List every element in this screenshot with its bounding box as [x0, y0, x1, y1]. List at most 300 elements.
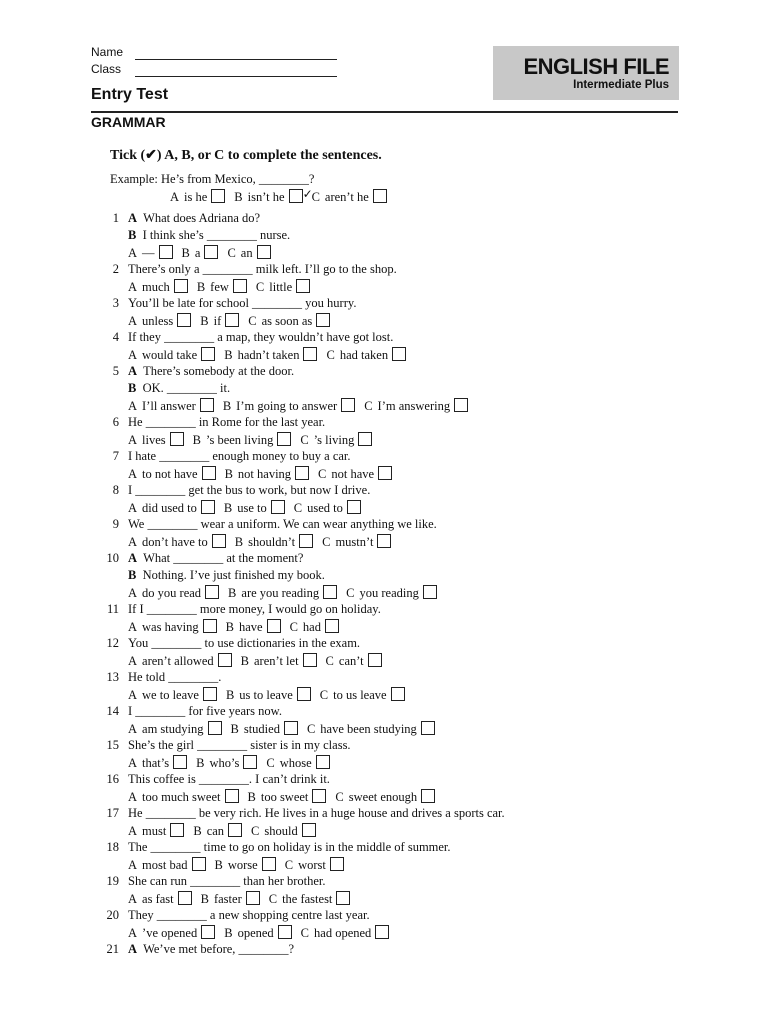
question-text: [128, 330, 393, 345]
option-letter: A: [128, 586, 138, 600]
sentence-text: You ________ to use dictionaries in the exam.: [128, 636, 361, 650]
option-text: whose: [279, 756, 312, 770]
option-text: most bad: [142, 858, 188, 872]
option-a: [128, 585, 219, 601]
option-text: too sweet: [260, 790, 309, 804]
option-b: [215, 857, 276, 873]
option-text: you reading: [359, 586, 419, 600]
speaker-label: B: [128, 381, 137, 395]
sentence-text: I think she’s ________ nurse.: [142, 228, 291, 242]
option-a: [128, 857, 206, 873]
speaker-label: A: [128, 211, 138, 225]
question-number: 5: [112, 364, 119, 378]
answer-checkbox[interactable]: [284, 721, 298, 735]
option-b: [226, 687, 311, 703]
sentence-text: They ________ a new shopping centre last year.: [128, 908, 370, 922]
question-text: [128, 551, 303, 566]
option-text: an: [240, 246, 253, 260]
option-c: [312, 189, 387, 205]
sentence-text: She’s the girl ________ sister is in my class.: [128, 738, 351, 752]
answer-checkbox[interactable]: [377, 534, 391, 548]
option-letter: A: [128, 501, 138, 515]
option-text: mustn’t: [335, 535, 374, 549]
question-text: [128, 211, 260, 226]
option-letter: A: [128, 722, 138, 736]
option-letter: B: [196, 756, 205, 770]
question-number: 16: [106, 772, 119, 786]
answer-checkbox[interactable]: [159, 245, 173, 259]
question-text: [128, 228, 290, 243]
speaker-label: B: [128, 568, 137, 582]
option-b: [182, 245, 219, 261]
answer-checkbox[interactable]: [243, 755, 257, 769]
option-text: unless: [142, 314, 174, 328]
question-number: 6: [112, 415, 119, 429]
sentence-text: There’s somebody at the door.: [143, 364, 295, 378]
option-text: have been studying: [320, 722, 417, 736]
option-letter: B: [224, 348, 233, 362]
option-letter: B: [234, 535, 244, 549]
option-b: [193, 823, 242, 839]
question-text: [128, 364, 294, 379]
option-text: had taken: [339, 348, 389, 362]
logo-title: ENGLISH FILE: [523, 54, 669, 79]
question-text: [128, 772, 330, 787]
sentence-text: If they ________ a map, they wouldn’t have got lost.: [128, 330, 394, 344]
question-number: 20: [106, 908, 119, 922]
option-c: [320, 687, 405, 703]
answer-checkbox[interactable]: [267, 619, 281, 633]
option-text: have: [238, 620, 263, 634]
answer-checkbox[interactable]: [302, 823, 316, 837]
option-letter: A: [128, 246, 138, 260]
option-text: can’t: [338, 654, 364, 668]
option-c: [301, 925, 390, 941]
option-text: opened: [237, 926, 274, 940]
question-text: [128, 568, 325, 583]
answer-checkbox[interactable]: [454, 398, 468, 412]
option-letter: C: [284, 858, 294, 872]
option-letter: C: [311, 190, 320, 204]
option-text: that’s: [142, 756, 170, 770]
option-a: [128, 534, 226, 550]
option-letter: A: [128, 535, 138, 549]
sentence-text: You’ll be late for school ________ you hurry.: [128, 296, 357, 310]
answer-checkbox[interactable]: [296, 279, 310, 293]
option-letter: C: [300, 433, 309, 447]
option-text: aren’t let: [254, 654, 299, 668]
option-c: [290, 619, 339, 635]
option-a: [128, 500, 215, 516]
answer-checkbox[interactable]: [375, 925, 389, 939]
answer-checkbox[interactable]: [225, 313, 239, 327]
option-letter: B: [214, 858, 223, 872]
option-b: [234, 187, 313, 205]
question-number: 18: [106, 840, 119, 854]
answer-checkbox[interactable]: [312, 789, 326, 803]
option-b: [231, 721, 298, 737]
answer-checkbox[interactable]: [225, 789, 239, 803]
answer-options: [128, 925, 398, 941]
option-text: used to: [307, 501, 343, 515]
option-text: who’s: [209, 756, 240, 770]
answer-checkbox[interactable]: [316, 755, 330, 769]
question-text: [128, 296, 356, 311]
question-text: [128, 262, 397, 277]
option-letter: C: [326, 348, 335, 362]
answer-checkbox[interactable]: [257, 245, 271, 259]
answer-checkbox[interactable]: [211, 189, 225, 203]
option-a: [128, 925, 215, 941]
logo-subtitle: Intermediate Plus: [573, 79, 669, 91]
sentence-text: The ________ time to go on holiday is in the middle of summer.: [128, 840, 451, 854]
sentence-text: He ________ in Rome for the last year.: [128, 415, 326, 429]
option-letter: B: [228, 586, 237, 600]
answer-checkbox[interactable]: [204, 245, 218, 259]
sentence-text: This coffee is ________. I can’t drink it.: [128, 772, 330, 786]
option-letter: A: [128, 824, 138, 838]
answer-checkbox[interactable]: [421, 789, 435, 803]
question-number: 15: [106, 738, 119, 752]
option-letter: A: [128, 280, 138, 294]
answer-checkbox[interactable]: [228, 823, 242, 837]
question-text: [128, 381, 230, 396]
option-text: little: [269, 280, 293, 294]
sentence-text: She can run ________ than her brother.: [128, 874, 326, 888]
answer-checkbox[interactable]: [246, 891, 260, 905]
option-text: not have: [331, 467, 375, 481]
answer-checkbox[interactable]: [323, 585, 337, 599]
answer-checkbox[interactable]: [277, 432, 291, 446]
option-c: [307, 721, 435, 737]
option-text: ’ve opened: [142, 926, 198, 940]
example-options: [170, 189, 396, 205]
option-letter: B: [224, 926, 233, 940]
speaker-label: B: [128, 228, 137, 242]
answer-checkbox[interactable]: [203, 619, 217, 633]
option-letter: A: [128, 620, 138, 634]
sentence-text: There’s only a ________ milk left. I’ll go to the shop.: [128, 262, 397, 276]
answer-checkbox[interactable]: [295, 466, 309, 480]
answer-options: [128, 466, 401, 482]
option-letter: C: [300, 926, 310, 940]
answer-checkbox[interactable]: [289, 187, 313, 203]
answer-options: [128, 653, 391, 669]
answer-options: [128, 721, 444, 737]
answer-options: [128, 500, 370, 516]
option-text: don’t have to: [142, 535, 208, 549]
question-text: [128, 738, 351, 753]
answer-checkbox[interactable]: [358, 432, 372, 446]
option-letter: A: [128, 858, 138, 872]
option-text: is he: [184, 190, 208, 204]
option-text: hadn’t taken: [237, 348, 300, 362]
option-b: [226, 619, 281, 635]
question-text: [128, 670, 221, 685]
option-text: as fast: [142, 892, 174, 906]
answer-checkbox[interactable]: [341, 398, 355, 412]
question-number: 14: [106, 704, 119, 718]
option-b: [223, 398, 355, 414]
option-letter: A: [128, 399, 138, 413]
option-c: [322, 534, 391, 550]
option-b: [225, 466, 309, 482]
question-number: 13: [106, 670, 119, 684]
option-text: worst: [298, 858, 326, 872]
option-c: [300, 432, 372, 448]
answer-checkbox[interactable]: [205, 585, 219, 599]
question-number: 1: [112, 211, 119, 225]
option-text: was having: [142, 620, 199, 634]
option-text: am studying: [142, 722, 204, 736]
option-b: [224, 925, 291, 941]
option-letter: C: [248, 314, 257, 328]
option-text: did used to: [142, 501, 197, 515]
answer-checkbox[interactable]: [325, 619, 339, 633]
question-number: 7: [112, 449, 119, 463]
option-text: a: [194, 246, 201, 260]
answer-checkbox[interactable]: [201, 925, 215, 939]
sentence-text: OK. ________ it.: [142, 381, 231, 395]
answer-checkbox[interactable]: [378, 466, 392, 480]
option-text: we to leave: [142, 688, 199, 702]
option-letter: A: [128, 688, 138, 702]
option-text: —: [142, 246, 155, 260]
option-text: worse: [227, 858, 258, 872]
answer-options: [128, 755, 339, 771]
answer-checkbox[interactable]: [330, 857, 344, 871]
answer-checkbox[interactable]: [174, 279, 188, 293]
answer-checkbox[interactable]: [192, 857, 206, 871]
option-a: [128, 619, 217, 635]
option-letter: A: [128, 926, 138, 940]
answer-checkbox[interactable]: [218, 653, 232, 667]
question-text: [128, 602, 381, 617]
option-b: [241, 653, 317, 669]
name-field[interactable]: [135, 45, 337, 60]
option-c: [285, 857, 344, 873]
answer-options: [128, 619, 348, 635]
question-number: 2: [112, 262, 119, 276]
option-letter: C: [289, 620, 298, 634]
answer-checkbox[interactable]: [203, 687, 217, 701]
option-c: [326, 347, 406, 363]
option-a: [128, 347, 215, 363]
class-label: Class: [91, 62, 122, 76]
answer-checkbox[interactable]: [368, 653, 382, 667]
option-letter: B: [223, 501, 233, 515]
question-text: [128, 483, 370, 498]
option-text: to not have: [142, 467, 198, 481]
option-letter: A: [128, 467, 138, 481]
answer-options: [128, 313, 339, 329]
option-c: [227, 245, 270, 261]
option-text: had: [302, 620, 321, 634]
sentence-text: He ________ be very rich. He lives in a huge house and drives a sports car.: [128, 806, 505, 820]
option-text: much: [142, 280, 170, 294]
option-a: [128, 721, 222, 737]
option-letter: A: [128, 314, 138, 328]
option-text: do you read: [142, 586, 202, 600]
option-text: as soon as: [261, 314, 313, 328]
answer-options: [128, 245, 280, 261]
class-field[interactable]: [135, 62, 337, 77]
sentence-text: I ________ get the bus to work, but now I drive.: [128, 483, 371, 497]
option-text: if: [213, 314, 222, 328]
option-a: [128, 466, 216, 482]
option-b: [228, 585, 337, 601]
question-text: [128, 942, 294, 957]
answer-checkbox[interactable]: [173, 755, 187, 769]
option-letter: C: [322, 535, 331, 549]
question-number: 12: [106, 636, 119, 650]
option-c: [266, 755, 329, 771]
answer-checkbox[interactable]: [271, 500, 285, 514]
option-c: [248, 313, 330, 329]
option-letter: A: [128, 790, 138, 804]
option-text: ’s been living: [205, 433, 274, 447]
option-a: [128, 789, 239, 805]
option-text: sweet enough: [348, 790, 418, 804]
option-text: had opened: [314, 926, 372, 940]
option-letter: A: [128, 433, 138, 447]
answer-checkbox[interactable]: [421, 721, 435, 735]
name-label: Name: [91, 45, 124, 59]
answer-checkbox[interactable]: [373, 189, 387, 203]
option-letter: B: [222, 399, 232, 413]
sentence-text: If I ________ more money, I would go on holiday.: [128, 602, 381, 616]
option-letter: C: [364, 399, 373, 413]
option-b: [224, 500, 285, 516]
answer-checkbox[interactable]: [202, 466, 216, 480]
answer-options: [128, 857, 353, 873]
option-text: must: [142, 824, 167, 838]
sentence-text: What ________ at the moment?: [143, 551, 304, 565]
option-letter: B: [200, 892, 209, 906]
question-text: [128, 517, 437, 532]
answer-options: [128, 534, 400, 550]
answer-checkbox[interactable]: [201, 500, 215, 514]
answer-checkbox[interactable]: [392, 347, 406, 361]
option-text: faster: [213, 892, 242, 906]
option-a: [128, 755, 187, 771]
option-c: [326, 653, 382, 669]
answer-checkbox[interactable]: [262, 857, 276, 871]
question-number: 11: [106, 602, 119, 616]
answer-checkbox[interactable]: [423, 585, 437, 599]
question-text: [128, 908, 370, 923]
option-text: lives: [142, 433, 166, 447]
option-letter: A: [170, 190, 180, 204]
option-text: I’ll answer: [142, 399, 196, 413]
option-letter: C: [266, 756, 275, 770]
option-letter: B: [234, 190, 243, 204]
option-b: [235, 534, 313, 550]
answer-checkbox[interactable]: [347, 500, 361, 514]
option-c: [346, 585, 437, 601]
answer-options: [128, 789, 444, 805]
option-b: [200, 313, 239, 329]
option-text: can: [206, 824, 225, 838]
sentence-text: I ________ for five years now.: [128, 704, 283, 718]
answer-checkbox[interactable]: [297, 687, 311, 701]
answer-checkbox[interactable]: [299, 534, 313, 548]
option-text: too much sweet: [142, 790, 221, 804]
answer-checkbox[interactable]: [303, 347, 317, 361]
option-letter: C: [306, 722, 316, 736]
option-letter: B: [247, 790, 256, 804]
option-c: [251, 823, 316, 839]
option-letter: C: [255, 280, 265, 294]
option-a: [128, 687, 217, 703]
instructions: Tick (✔) A, B, or C to complete the sentences.: [110, 148, 382, 163]
option-text: the fastest: [282, 892, 333, 906]
option-b: [196, 755, 257, 771]
question-number: 17: [106, 806, 119, 820]
option-a: [170, 189, 225, 205]
option-b: [193, 432, 292, 448]
answer-checkbox[interactable]: [336, 891, 350, 905]
example-prompt: Example: He’s from Mexico, ________?: [110, 172, 315, 186]
option-letter: C: [325, 654, 334, 668]
answer-checkbox[interactable]: [212, 534, 226, 548]
answer-checkbox[interactable]: [303, 653, 317, 667]
option-c: [335, 789, 435, 805]
option-a: [128, 653, 232, 669]
option-a: [128, 891, 192, 907]
answer-checkbox[interactable]: [178, 891, 192, 905]
answer-checkbox[interactable]: [233, 279, 247, 293]
option-c: [364, 398, 468, 414]
sentence-text: What does Adriana do?: [143, 211, 261, 225]
option-letter: B: [196, 280, 206, 294]
answer-options: [128, 279, 319, 295]
answer-checkbox[interactable]: [391, 687, 405, 701]
question-number: 9: [112, 517, 119, 531]
tick-icon: ✓: [302, 187, 313, 201]
question-text: [128, 415, 325, 430]
answer-checkbox[interactable]: [278, 925, 292, 939]
answer-checkbox[interactable]: [177, 313, 191, 327]
option-c: [318, 466, 392, 482]
option-letter: C: [293, 501, 303, 515]
answer-options: [128, 891, 359, 907]
question-text: [128, 874, 326, 889]
option-text: aren’t he: [324, 190, 369, 204]
answer-checkbox[interactable]: [316, 313, 330, 327]
option-text: use to: [237, 501, 267, 515]
answer-checkbox[interactable]: [208, 721, 222, 735]
answer-checkbox[interactable]: [170, 432, 184, 446]
answer-checkbox[interactable]: [170, 823, 184, 837]
answer-checkbox[interactable]: [201, 347, 215, 361]
speaker-label: A: [128, 942, 138, 956]
sentence-text: Nothing. I’ve just finished my book.: [142, 568, 325, 582]
option-letter: C: [319, 688, 329, 702]
question-text: [128, 636, 360, 651]
option-letter: B: [225, 688, 235, 702]
option-text: to us leave: [333, 688, 387, 702]
question-number: 3: [112, 296, 119, 310]
option-letter: C: [268, 892, 278, 906]
answer-checkbox[interactable]: [200, 398, 214, 412]
option-text: I’m going to answer: [236, 399, 338, 413]
answer-options: [128, 347, 415, 363]
sentence-text: We ________ wear a uniform. We can wear anything we like.: [128, 517, 437, 531]
option-letter: A: [128, 348, 138, 362]
question-number: 8: [112, 483, 119, 497]
option-letter: C: [227, 246, 236, 260]
